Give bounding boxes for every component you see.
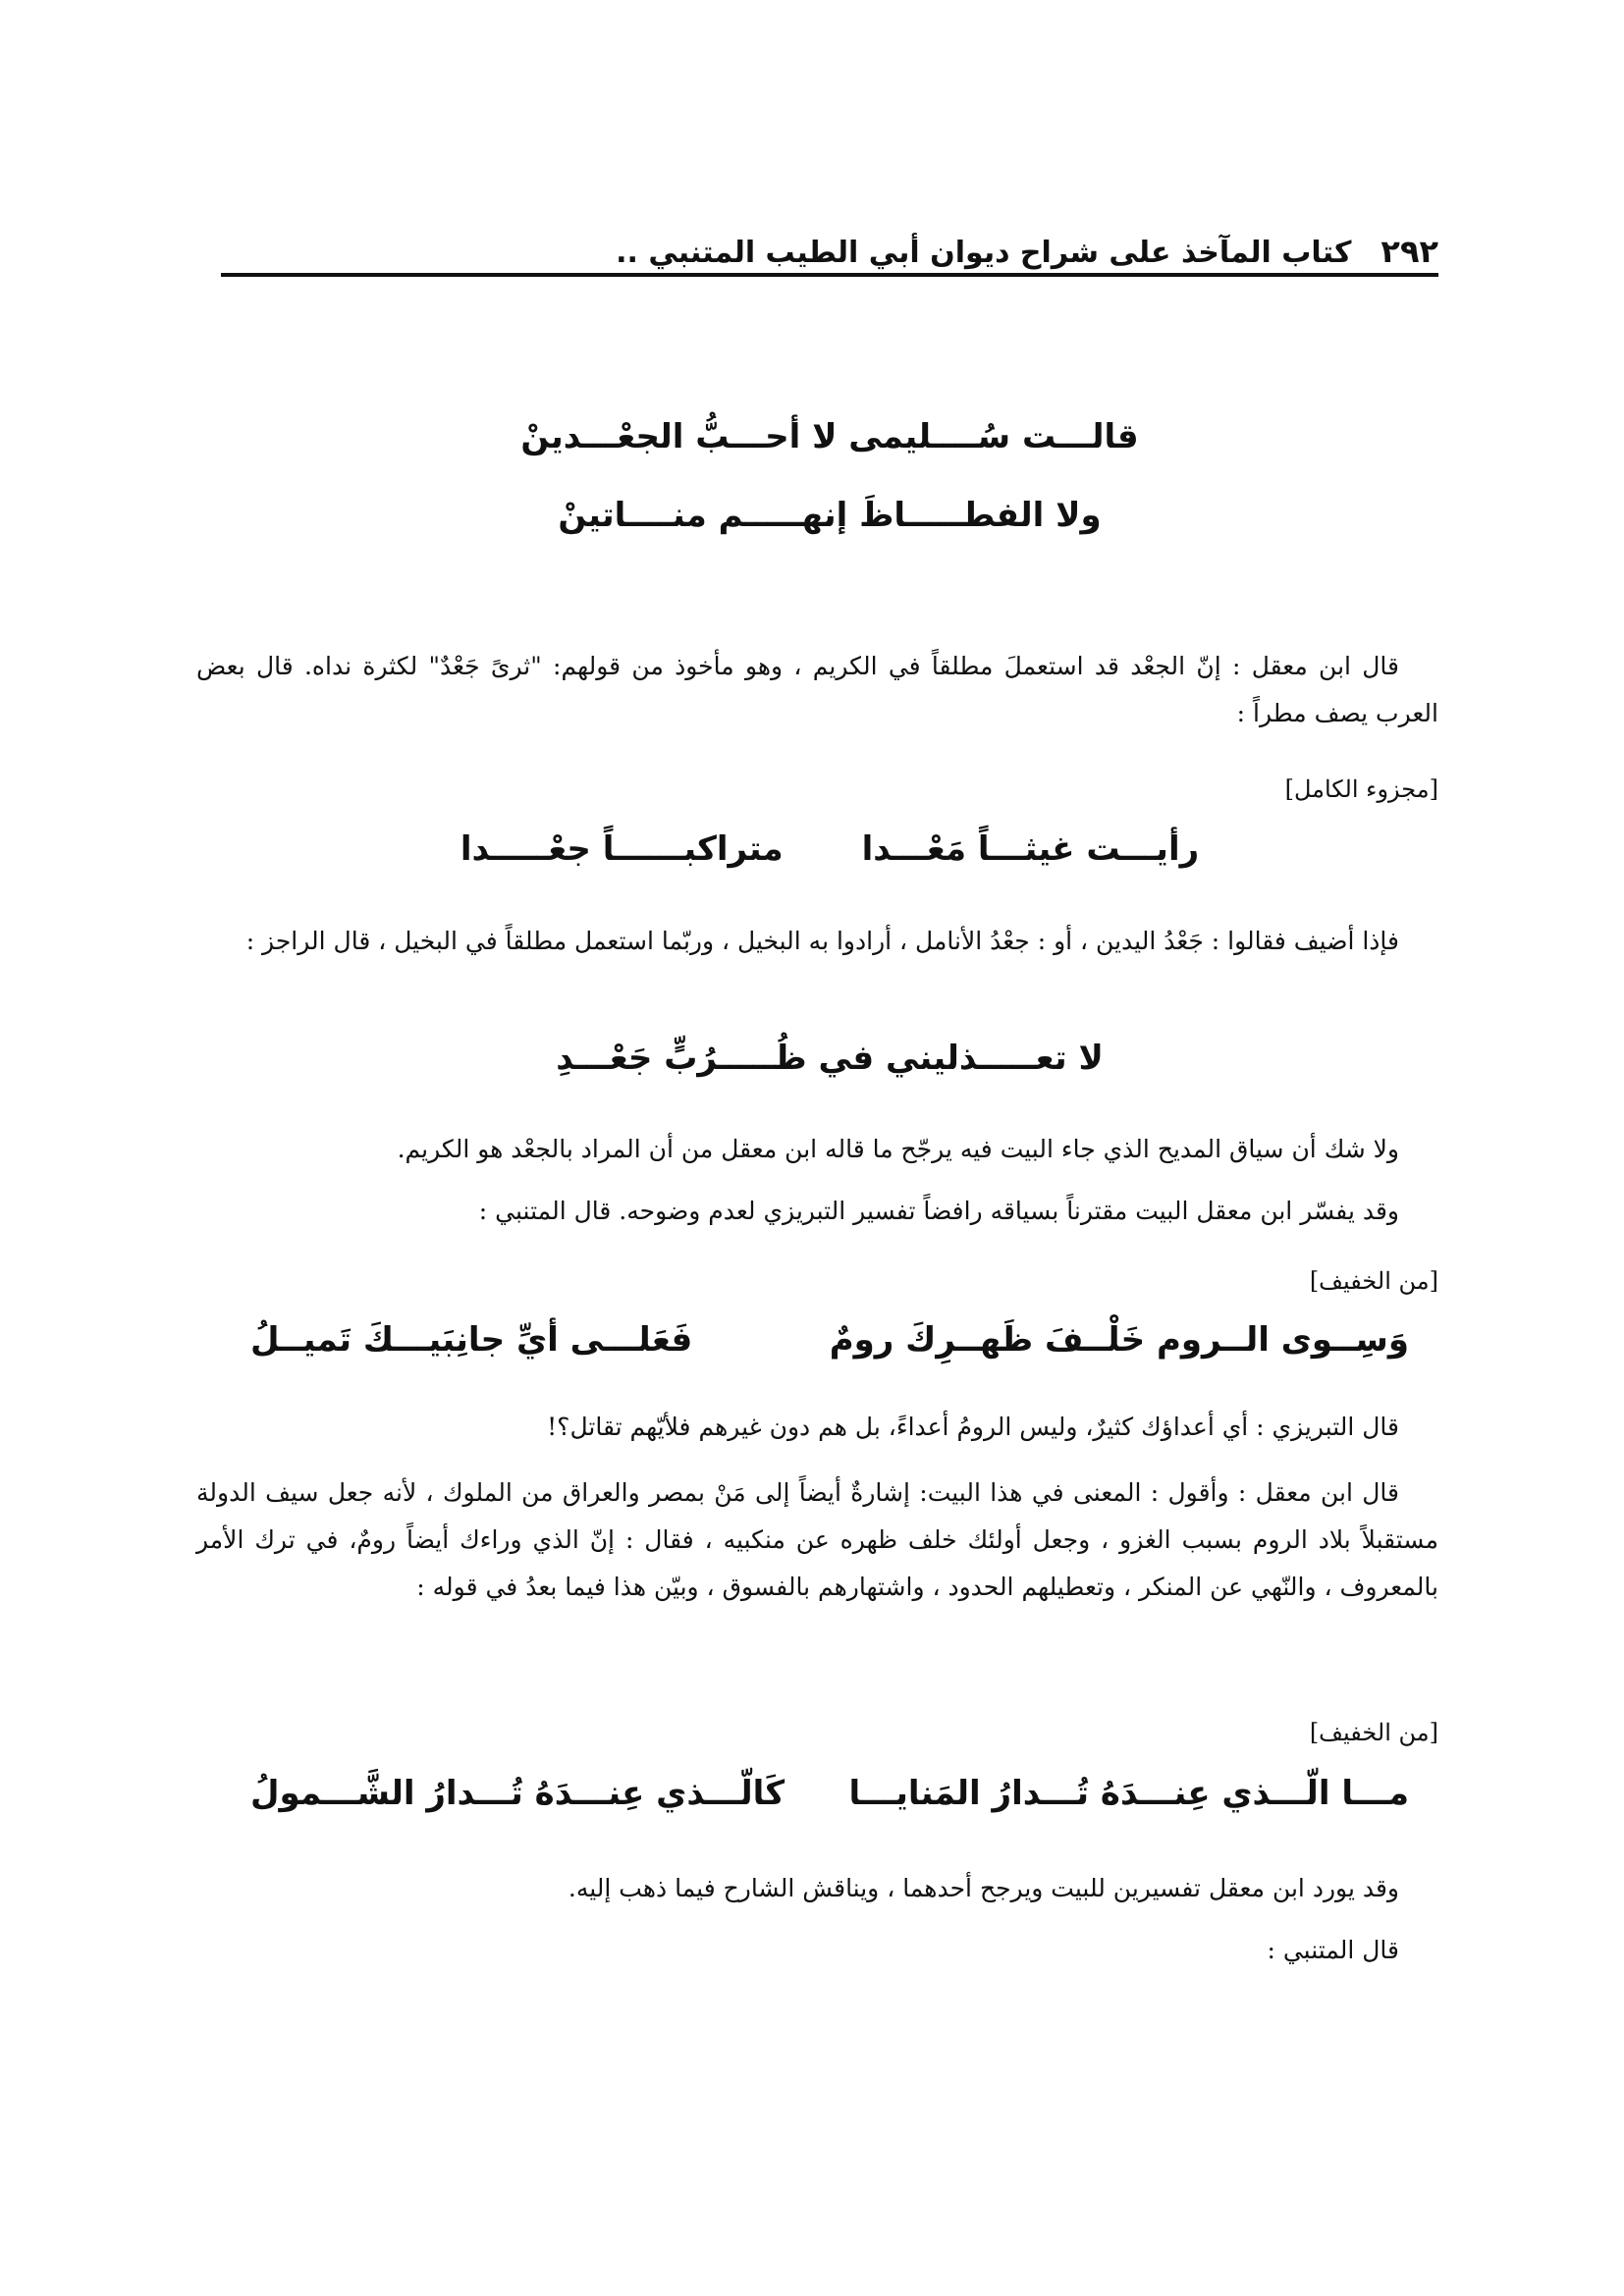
verse-4 [221,1320,1438,1360]
verse-3: لا تعـــــذليني في ظُـــــرُبٍّ جَعْـــدِ [556,1039,1104,1078]
meter-label-1: [مجزوء الكامل] [1284,775,1438,803]
paragraph-1: قال ابن معقل : إنّ الجعْد قد استعملَ مطلقاً في الكريم ، وهو مأخوذ من قولهم: "ثرىً جَعْدٌ" لكثرة نداه. قال بعض العرب يصف مطراً : [196,652,1438,727]
verse-2 [221,829,1438,869]
verse-4-hemistich-1: وَسِــوى الــروم خَلْــفَ ظَهــرِكَ رومٌ [829,1320,1409,1360]
verse-5 [221,1774,1438,1813]
poem-line-2: ولا الفطـــــاظَ إنهـــــم منــــاتينْ [558,496,1102,535]
header-divider [221,273,1438,277]
running-header [221,211,1438,270]
meter-label-2: [من الخفيف] [1309,1267,1438,1295]
paragraph-8: قال المتنبي : [1267,1936,1399,1964]
running-title: كتاب المآخذ على شراح ديوان أبي الطيب المتنبي .. [616,236,1352,270]
paragraph-7: وقد يورد ابن معقل تفسيرين للبيت ويرجح أحدهما ، ويناقش الشارح فيما ذهب إليه. [568,1874,1399,1902]
paragraph-6: قال ابن معقل : وأقول : المعنى في هذا البيت: إشارةٌ أيضاً إلى مَنْ بمصر والعراق من الملوك ، لأنه جعل سيف الدولة مستقبلاً بلاد الروم بسبب الغزو ، وجعل أولئك خلف ظهره عن منكبيه ، فقال : إنّ الذي وراءك أيضاً رومٌ، في ترك الأمر بالمعروف ، والنّهي عن المنكر ، وتعطيلهم الحدود ، واشتهارهم بالفسوق ، وبيّن هذا فيما بعدُ في قوله : [196,1478,1438,1601]
paragraph-5: قال التبريزي : أي أعداؤك كثيرٌ، وليس الرومُ أعداءً، بل هم دون غيرهم فلأيّهم تقاتل؟! [547,1413,1399,1441]
verse-5-hemistich-1: مـــا الّـــذي عِنـــدَهُ تُـــدارُ المَنايـــا [848,1774,1409,1813]
verse-2-hemistich-1: رأيـــت غيثـــاً مَعْـــدا [861,829,1200,869]
page-number: ٢٩٢ [1380,233,1438,270]
paragraph-3: ولا شك أن سياق المديح الذي جاء البيت فيه يرجّح ما قاله ابن معقل من أن المراد بالجعْد هو الكريم. [397,1135,1399,1163]
verse-2-hemistich-2: متراكبــــــاً جعْـــــدا [460,829,784,869]
verse-4-hemistich-2: فَعَلـــى أيِّ جانِبَيـــكَ تَميــلُ [250,1320,693,1360]
verse-5-hemistich-2: كَالّـــذي عِنـــدَهُ تُـــدارُ الشَّـــمولُ [250,1774,785,1813]
paragraph-4: وقد يفسّر ابن معقل البيت مقترناً بسياقه رافضاً تفسير التبريزي لعدم وضوحه. قال المتنبي : [478,1197,1399,1225]
meter-label-3: [من الخفيف] [1309,1719,1438,1746]
poem-line-1: قالـــت سُــــليمى لا أحـــبُّ الجعْـــدينْ [520,417,1139,456]
paragraph-2: فإذا أضيف فقالوا : جَعْدُ اليدين ، أو : جعْدُ الأنامل ، أرادوا به البخيل ، وربّما استعمل مطلقاً في البخيل ، قال الراجز : [245,927,1399,955]
